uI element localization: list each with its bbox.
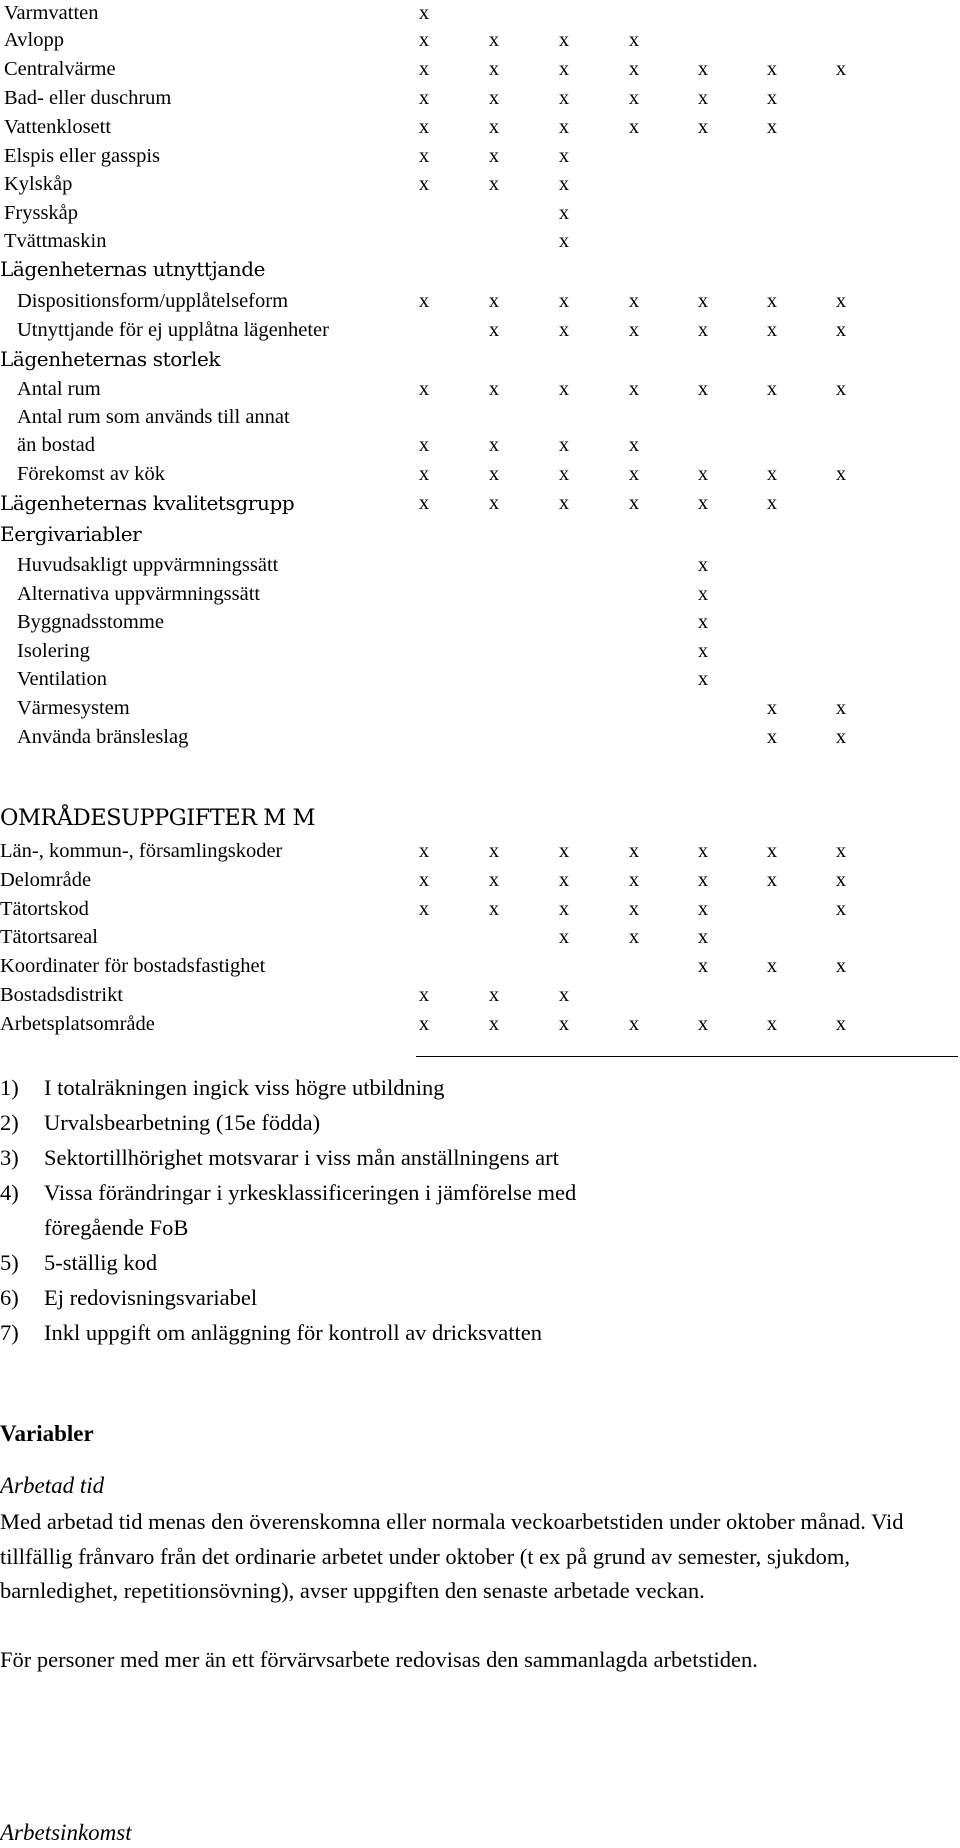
row-label: Koordinater för bostadsfastighet bbox=[0, 955, 266, 977]
table-row bbox=[0, 256, 960, 285]
cell-mark: x bbox=[558, 173, 570, 195]
footnote-text: Ej redovisningsvariabel bbox=[44, 1285, 258, 1310]
cell-mark: x bbox=[766, 1013, 778, 1035]
cell-mark: x bbox=[766, 116, 778, 138]
row-label: Avlopp bbox=[4, 29, 64, 51]
cell-mark: x bbox=[558, 463, 570, 485]
row-label: Delområde bbox=[0, 869, 92, 891]
cell-mark: x bbox=[697, 319, 709, 341]
footnote bbox=[0, 1108, 320, 1138]
cell-mark: x bbox=[628, 492, 640, 514]
cell-mark: x bbox=[418, 1013, 430, 1035]
cell-mark: x bbox=[766, 87, 778, 109]
table-row bbox=[0, 404, 960, 433]
cell-mark: x bbox=[766, 492, 778, 514]
cell-mark: x bbox=[488, 145, 500, 167]
cell-mark: x bbox=[488, 1013, 500, 1035]
table-row bbox=[0, 490, 960, 519]
table-row bbox=[0, 581, 960, 610]
row-label: Lägenheternas utnyttjande bbox=[0, 257, 266, 281]
cell-mark: x bbox=[835, 955, 847, 977]
row-label: Byggnadsstomme bbox=[17, 611, 164, 633]
row-label: Tätortsareal bbox=[0, 926, 98, 948]
table-row bbox=[0, 143, 960, 172]
row-label: Kylskåp bbox=[4, 173, 73, 195]
table-row bbox=[0, 982, 960, 1011]
cell-mark: x bbox=[488, 434, 500, 456]
cell-mark: x bbox=[628, 869, 640, 891]
row-label: Värmesystem bbox=[17, 697, 130, 719]
row-label: Använda bränsleslag bbox=[17, 726, 189, 748]
cell-mark: x bbox=[766, 955, 778, 977]
cell-mark: x bbox=[418, 898, 430, 920]
table-row bbox=[0, 171, 960, 200]
row-label: Huvudsakligt uppvärmningssätt bbox=[17, 554, 279, 576]
cell-mark: x bbox=[835, 463, 847, 485]
footnote-text: 5-ställig kod bbox=[44, 1250, 158, 1275]
cell-mark: x bbox=[558, 290, 570, 312]
cell-mark: x bbox=[628, 840, 640, 862]
row-label: Antal rum som används till annat bbox=[17, 406, 290, 428]
cell-mark: x bbox=[766, 726, 778, 748]
row-label: Förekomst av kök bbox=[17, 463, 166, 485]
cell-mark: x bbox=[558, 145, 570, 167]
table-row bbox=[0, 521, 960, 550]
cell-mark: x bbox=[488, 29, 500, 51]
footnote bbox=[0, 1073, 445, 1103]
cell-mark: x bbox=[766, 290, 778, 312]
cell-mark: x bbox=[418, 840, 430, 862]
cell-mark: x bbox=[418, 173, 430, 195]
row-label: Isolering bbox=[17, 640, 90, 662]
cell-mark: x bbox=[488, 290, 500, 312]
table-row bbox=[0, 200, 960, 229]
cell-mark: x bbox=[835, 840, 847, 862]
table-row bbox=[0, 432, 960, 461]
cell-mark: x bbox=[558, 116, 570, 138]
cell-mark: x bbox=[697, 554, 709, 576]
cell-mark: x bbox=[488, 463, 500, 485]
cell-mark: x bbox=[835, 378, 847, 400]
table-row bbox=[0, 346, 960, 375]
table-row bbox=[0, 666, 960, 695]
cell-mark: x bbox=[488, 58, 500, 80]
row-label: Bad- eller duschrum bbox=[4, 87, 172, 109]
footnote bbox=[44, 1213, 188, 1243]
cell-mark: x bbox=[418, 2, 430, 24]
cell-mark: x bbox=[835, 290, 847, 312]
table-row bbox=[0, 228, 960, 257]
area-heading: OMRÅDESUPPGIFTER M M bbox=[0, 805, 316, 831]
cell-mark: x bbox=[558, 926, 570, 948]
table-row bbox=[0, 896, 960, 925]
row-label: Lägenheternas kvalitetsgrupp bbox=[0, 491, 295, 515]
cell-mark: x bbox=[488, 173, 500, 195]
cell-mark: x bbox=[628, 58, 640, 80]
cell-mark: x bbox=[488, 116, 500, 138]
cell-mark: x bbox=[697, 840, 709, 862]
row-label: Centralvärme bbox=[4, 58, 116, 80]
arbetsinkomst-heading: Arbetsinkomst bbox=[0, 1820, 132, 1845]
cell-mark: x bbox=[628, 290, 640, 312]
table-row bbox=[0, 953, 960, 982]
footnote bbox=[0, 1178, 576, 1208]
row-label: Alternativa uppvärmningssätt bbox=[17, 583, 261, 605]
cell-mark: x bbox=[488, 898, 500, 920]
cell-mark: x bbox=[697, 926, 709, 948]
row-label: Bostadsdistrikt bbox=[0, 984, 124, 1006]
table-row bbox=[0, 461, 960, 490]
row-label: Dispositionsform/upplåtelseform bbox=[17, 290, 289, 312]
cell-mark: x bbox=[488, 378, 500, 400]
footnote-number: 6) bbox=[0, 1285, 19, 1310]
cell-mark: x bbox=[488, 869, 500, 891]
cell-mark: x bbox=[628, 926, 640, 948]
footnote-number: 7) bbox=[0, 1320, 19, 1345]
table-row bbox=[0, 1011, 960, 1040]
cell-mark: x bbox=[418, 378, 430, 400]
cell-mark: x bbox=[628, 319, 640, 341]
cell-mark: x bbox=[697, 378, 709, 400]
cell-mark: x bbox=[697, 290, 709, 312]
row-label: Elspis eller gasspis bbox=[4, 145, 161, 167]
footnote-number: 3) bbox=[0, 1145, 19, 1170]
table-row bbox=[0, 552, 960, 581]
cell-mark: x bbox=[835, 319, 847, 341]
footnote bbox=[0, 1318, 542, 1348]
cell-mark: x bbox=[835, 58, 847, 80]
row-label: Ventilation bbox=[17, 668, 107, 690]
cell-mark: x bbox=[558, 319, 570, 341]
footnote-text: Sektortillhörighet motsvarar i viss mån anställningens art bbox=[44, 1145, 559, 1170]
row-label: Frysskåp bbox=[4, 202, 79, 224]
footnote-number: 4) bbox=[0, 1180, 19, 1205]
cell-mark: x bbox=[418, 463, 430, 485]
cell-mark: x bbox=[628, 1013, 640, 1035]
row-label: Tvättmaskin bbox=[4, 230, 107, 252]
variables-heading: Variabler bbox=[0, 1421, 94, 1446]
cell-mark: x bbox=[766, 463, 778, 485]
arbetad-tid-paragraph-2: För personer med mer än ett förvärvsarbete redovisas den sammanlagda arbetstiden. bbox=[0, 1647, 758, 1672]
footnote-number: 5) bbox=[0, 1250, 19, 1275]
table-row bbox=[0, 27, 960, 56]
cell-mark: x bbox=[697, 1013, 709, 1035]
cell-mark: x bbox=[418, 29, 430, 51]
footnote bbox=[0, 1283, 257, 1313]
table-row bbox=[0, 924, 960, 953]
cell-mark: x bbox=[697, 116, 709, 138]
footnote-number: 1) bbox=[0, 1075, 19, 1100]
cell-mark: x bbox=[697, 58, 709, 80]
footnote-text: Vissa förändringar i yrkesklassificeringen i jämförelse med bbox=[44, 1180, 577, 1205]
cell-mark: x bbox=[418, 290, 430, 312]
table-row bbox=[0, 0, 960, 29]
cell-mark: x bbox=[488, 492, 500, 514]
row-label: Arbetsplatsområde bbox=[0, 1013, 155, 1035]
cell-mark: x bbox=[418, 492, 430, 514]
cell-mark: x bbox=[766, 319, 778, 341]
cell-mark: x bbox=[628, 29, 640, 51]
cell-mark: x bbox=[766, 378, 778, 400]
cell-mark: x bbox=[488, 319, 500, 341]
cell-mark: x bbox=[697, 955, 709, 977]
table-row bbox=[0, 838, 960, 867]
cell-mark: x bbox=[418, 984, 430, 1006]
cell-mark: x bbox=[697, 87, 709, 109]
cell-mark: x bbox=[558, 869, 570, 891]
footnote-divider bbox=[416, 1056, 958, 1057]
row-label: Antal rum bbox=[17, 378, 101, 400]
cell-mark: x bbox=[558, 1013, 570, 1035]
cell-mark: x bbox=[558, 840, 570, 862]
row-label: Vattenklosett bbox=[4, 116, 112, 138]
cell-mark: x bbox=[697, 869, 709, 891]
cell-mark: x bbox=[418, 87, 430, 109]
footnote bbox=[0, 1248, 157, 1278]
cell-mark: x bbox=[835, 869, 847, 891]
cell-mark: x bbox=[418, 145, 430, 167]
footnote-text: I totalräkningen ingick viss högre utbildning bbox=[44, 1075, 445, 1100]
arbetad-tid-paragraph: Med arbetad tid menas den överenskomna eller normala veckoarbetstiden under oktober månad. Vid tillfällig frånvaro från det ordinarie arbetet under oktober (t ex på grund av semester, sjukdom, barnledighet, repetitionsövning), avser uppgiften den senaste arbetade veckan. bbox=[0, 1509, 904, 1603]
cell-mark: x bbox=[558, 984, 570, 1006]
cell-mark: x bbox=[697, 668, 709, 690]
cell-mark: x bbox=[558, 58, 570, 80]
cell-mark: x bbox=[558, 230, 570, 252]
arbetad-tid-heading: Arbetad tid bbox=[0, 1473, 105, 1498]
cell-mark: x bbox=[558, 29, 570, 51]
cell-mark: x bbox=[628, 898, 640, 920]
cell-mark: x bbox=[488, 87, 500, 109]
cell-mark: x bbox=[835, 726, 847, 748]
row-label: Varmvatten bbox=[4, 2, 99, 24]
footnote bbox=[0, 1143, 559, 1173]
cell-mark: x bbox=[766, 840, 778, 862]
table-row bbox=[0, 56, 960, 85]
cell-mark: x bbox=[418, 116, 430, 138]
cell-mark: x bbox=[628, 116, 640, 138]
cell-mark: x bbox=[488, 840, 500, 862]
table-row bbox=[0, 114, 960, 143]
footnote-number: 2) bbox=[0, 1110, 19, 1135]
table-row bbox=[0, 85, 960, 114]
cell-mark: x bbox=[418, 434, 430, 456]
footnote-text: föregående FoB bbox=[44, 1215, 189, 1240]
cell-mark: x bbox=[558, 202, 570, 224]
row-label: Utnyttjande för ej upplåtna lägenheter bbox=[17, 319, 329, 341]
table-row bbox=[0, 376, 960, 405]
cell-mark: x bbox=[418, 58, 430, 80]
table-row bbox=[0, 609, 960, 638]
cell-mark: x bbox=[558, 898, 570, 920]
cell-mark: x bbox=[697, 583, 709, 605]
cell-mark: x bbox=[697, 492, 709, 514]
cell-mark: x bbox=[558, 492, 570, 514]
cell-mark: x bbox=[628, 463, 640, 485]
cell-mark: x bbox=[628, 378, 640, 400]
table-row bbox=[0, 724, 960, 753]
cell-mark: x bbox=[418, 869, 430, 891]
cell-mark: x bbox=[835, 898, 847, 920]
cell-mark: x bbox=[628, 434, 640, 456]
cell-mark: x bbox=[488, 984, 500, 1006]
table-row bbox=[0, 695, 960, 724]
cell-mark: x bbox=[835, 697, 847, 719]
cell-mark: x bbox=[697, 611, 709, 633]
table-row bbox=[0, 638, 960, 667]
row-label: Tätortskod bbox=[0, 898, 89, 920]
row-label: Lägenheternas storlek bbox=[0, 347, 221, 371]
cell-mark: x bbox=[558, 434, 570, 456]
cell-mark: x bbox=[835, 1013, 847, 1035]
cell-mark: x bbox=[558, 87, 570, 109]
footnote-text: Inkl uppgift om anläggning för kontroll av dricksvatten bbox=[44, 1320, 543, 1345]
row-label: Eergivariabler bbox=[0, 522, 142, 546]
cell-mark: x bbox=[766, 869, 778, 891]
cell-mark: x bbox=[697, 463, 709, 485]
cell-mark: x bbox=[766, 697, 778, 719]
row-label: Län-, kommun-, församlingskoder bbox=[0, 840, 283, 862]
cell-mark: x bbox=[697, 640, 709, 662]
footnote-text: Urvalsbearbetning (15e födda) bbox=[44, 1110, 321, 1135]
row-label: än bostad bbox=[17, 434, 95, 456]
table-row bbox=[0, 867, 960, 896]
cell-mark: x bbox=[697, 898, 709, 920]
cell-mark: x bbox=[558, 378, 570, 400]
table-row bbox=[0, 288, 960, 317]
cell-mark: x bbox=[766, 58, 778, 80]
table-row bbox=[0, 317, 960, 346]
cell-mark: x bbox=[628, 87, 640, 109]
